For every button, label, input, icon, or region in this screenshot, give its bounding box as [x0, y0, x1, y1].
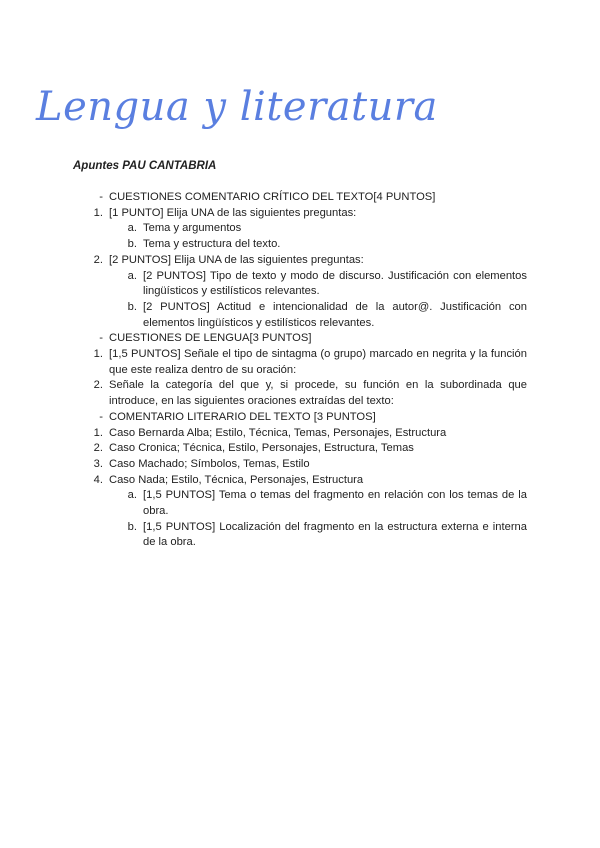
- list-marker: -: [99, 191, 103, 203]
- list-marker: a.: [127, 489, 137, 502]
- outline-item: [90, 331, 527, 347]
- list-marker: a.: [127, 269, 137, 282]
- list-item-text: [2 PUNTOS] Elija UNA de las siguientes preguntas:: [109, 253, 364, 266]
- outline-item: [90, 378, 527, 409]
- list-marker: 4.: [93, 473, 103, 486]
- list-item-text: Caso Cronica; Técnica, Estilo, Personajes, Estructura, Temas: [109, 442, 414, 455]
- list-marker: -: [99, 410, 103, 423]
- list-item-text: Caso Nada; Estilo, Técnica, Personajes, Estructura: [109, 473, 364, 486]
- list-marker: 1.: [93, 348, 103, 361]
- list-item-text: COMENTARIO LITERARIO DEL TEXTO [3 PUNTOS]: [109, 410, 376, 423]
- list-item-text: Señale la categoría del que y, si procede, su función en la subordinada que introduce, en las siguientes oraciones extraídas del texto:: [109, 379, 527, 408]
- outline-item: [90, 237, 527, 253]
- list-item-text: [2 PUNTOS] Tipo de texto y modo de discurso. Justificación con elementos lingüísticos y estilísticos relevantes.: [143, 269, 527, 298]
- list-marker: 2.: [93, 253, 103, 266]
- outline-item: [90, 520, 527, 551]
- list-item-text: Tema y argumentos: [143, 222, 242, 235]
- list-marker: 1.: [93, 426, 103, 439]
- outline-item: [90, 253, 527, 269]
- list-marker: 2.: [93, 379, 103, 392]
- list-item-text: [1,5 PUNTOS] Localización del fragmento en la estructura externa e interna de la obra.: [143, 520, 527, 549]
- outline-item: [90, 441, 527, 457]
- outline-item: [90, 221, 527, 237]
- list-marker: -: [99, 332, 103, 345]
- document-subtitle: Apuntes PAU CANTABRIA: [73, 160, 217, 172]
- outline-item: [90, 410, 527, 426]
- list-marker: a.: [127, 222, 137, 235]
- outline-item: [90, 269, 527, 300]
- list-item-text: [2 PUNTOS] Actitud e intencionalidad de la autor@. Justificación con elementos lingüísticos y estilísticos relevantes.: [143, 300, 527, 329]
- outline-item: [90, 473, 527, 489]
- list-item-text: [1,5 PUNTOS] Tema o temas del fragmento en relación con los temas de la obra.: [143, 489, 527, 518]
- list-item-text: Tema y estructura del texto.: [143, 238, 281, 251]
- list-item-text: [1 PUNTO] Elija UNA de las siguientes preguntas:: [109, 206, 357, 219]
- outline-item: [90, 190, 527, 206]
- list-marker: b.: [127, 300, 137, 313]
- list-item-text: CUESTIONES COMENTARIO CRÍTICO DEL TEXTO[4 PUNTOS]: [109, 191, 436, 203]
- outline-item: [90, 206, 527, 222]
- list-item-text: Caso Bernarda Alba; Estilo, Técnica, Temas, Personajes, Estructura: [109, 426, 447, 439]
- list-item-text: CUESTIONES DE LENGUA[3 PUNTOS]: [109, 332, 312, 345]
- outline-item: [90, 426, 527, 442]
- list-marker: b.: [127, 238, 137, 251]
- list-item-text: Caso Machado; Símbolos, Temas, Estilo: [109, 457, 310, 470]
- outline-list: [90, 190, 527, 551]
- list-marker: 1.: [93, 206, 103, 219]
- document-title: Lengua y literatura: [36, 84, 438, 130]
- list-item-text: [1,5 PUNTOS] Señale el tipo de sintagma (o grupo) marcado en negrita y la función que este realiza dentro de su oración:: [109, 348, 527, 376]
- list-marker: b.: [127, 520, 137, 533]
- list-marker: 2.: [93, 442, 103, 455]
- outline-item: [90, 347, 527, 378]
- outline-item: [90, 457, 527, 473]
- list-marker: 3.: [93, 457, 103, 470]
- outline-item: [90, 488, 527, 519]
- outline-item: [90, 300, 527, 331]
